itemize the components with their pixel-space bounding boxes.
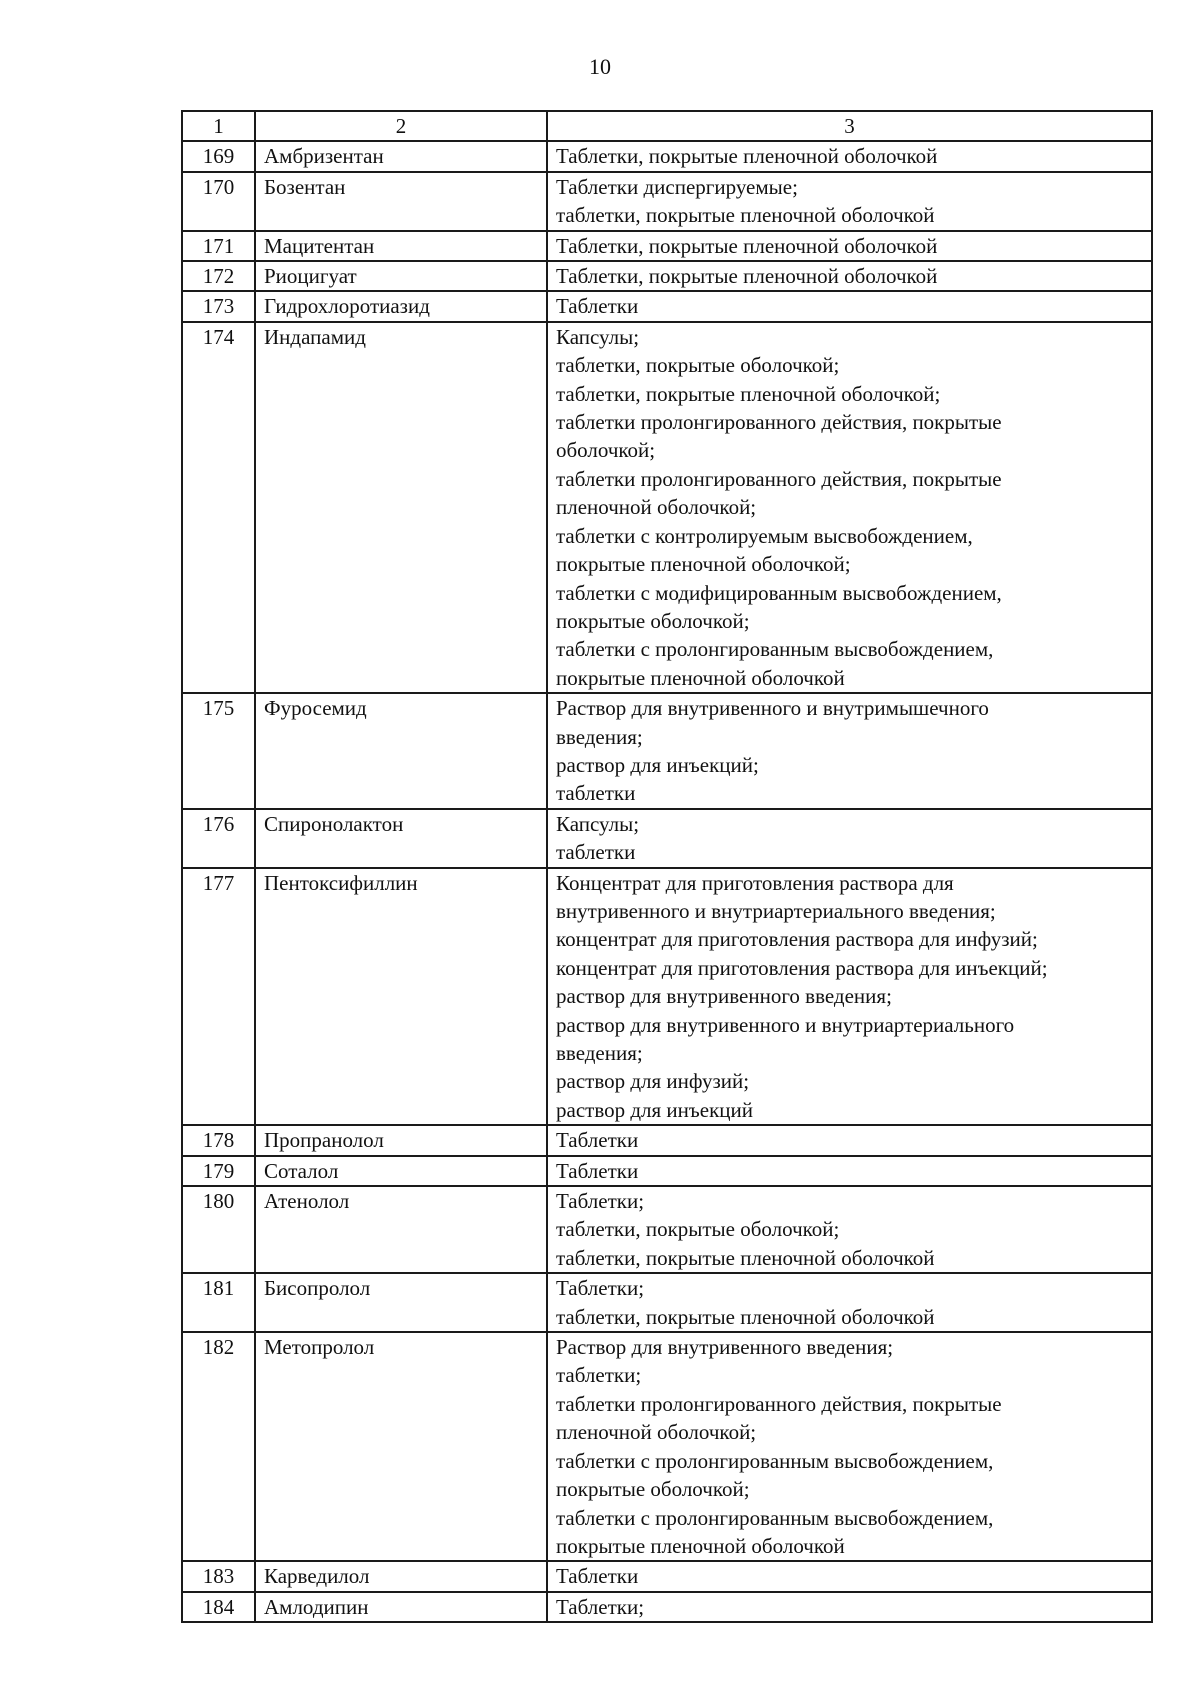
dosage-forms — [547, 693, 1152, 809]
table-row — [182, 693, 1152, 809]
dosage-form-line: Таблетки; — [556, 1594, 645, 1619]
dosage-form-line: Капсулы; — [556, 811, 640, 836]
dosage-form-line: Таблетки, покрытые пленочной оболочкой — [556, 233, 938, 258]
dosage-form-line: таблетки; — [556, 1363, 642, 1388]
table-row — [182, 261, 1152, 291]
dosage-form-line: Раствор для внутривенного введения; — [556, 1335, 894, 1360]
dosage-form-line: Таблетки; — [556, 1276, 645, 1301]
dosage-forms — [547, 1156, 1152, 1186]
header-col-2: 2 — [255, 111, 547, 141]
dosage-form-line: пленочной оболочкой; — [556, 495, 757, 520]
table-row — [182, 1561, 1152, 1591]
row-number: 176 — [182, 809, 255, 868]
drug-name: Спиронолактон — [255, 809, 547, 868]
row-number: 183 — [182, 1561, 255, 1591]
dosage-form-line: раствор для инъекций — [556, 1097, 753, 1122]
table-row — [182, 141, 1152, 171]
drug-name: Атенолол — [255, 1186, 547, 1273]
drug-name: Карведилол — [255, 1561, 547, 1591]
row-number: 174 — [182, 322, 255, 693]
row-number: 171 — [182, 231, 255, 261]
table-body — [182, 111, 1152, 1622]
dosage-form-line: Таблетки — [556, 1128, 639, 1153]
row-number: 172 — [182, 261, 255, 291]
dosage-form-line: Раствор для внутривенного и внутримышечного — [556, 696, 989, 721]
row-number: 169 — [182, 141, 255, 171]
drug-name: Фуросемид — [255, 693, 547, 809]
row-number: 173 — [182, 291, 255, 321]
dosage-form-line: введения; — [556, 1041, 643, 1065]
dosage-form-line: таблетки, покрытые пленочной оболочкой; — [556, 381, 941, 406]
dosage-form-line: Таблетки диспергируемые; — [556, 174, 798, 199]
table-row — [182, 1125, 1152, 1155]
dosage-forms — [547, 141, 1152, 171]
dosage-form-line: таблетки пролонгированного действия, покрытые — [556, 1391, 1002, 1416]
drug-name: Риоцигуат — [255, 261, 547, 291]
dosage-form-line: покрытые пленочной оболочкой — [556, 1533, 845, 1558]
dosage-form-line: таблетки — [556, 781, 636, 806]
dosage-form-line: таблетки, покрытые пленочной оболочкой — [556, 203, 935, 228]
row-number: 179 — [182, 1156, 255, 1186]
table-row — [182, 868, 1152, 1126]
table-row — [182, 809, 1152, 868]
dosage-form-line: таблетки пролонгированного действия, покрытые — [556, 466, 1002, 491]
dosage-form-line: Таблетки; — [556, 1189, 645, 1214]
dosage-form-line: раствор для внутривенного и внутриартериального — [556, 1012, 1015, 1037]
dosage-forms — [547, 1561, 1152, 1591]
drug-name: Амлодипин — [255, 1592, 547, 1622]
drug-name: Бозентан — [255, 172, 547, 231]
dosage-forms — [547, 1273, 1152, 1332]
dosage-form-line: введения; — [556, 724, 643, 749]
dosage-forms — [547, 231, 1152, 261]
dosage-forms — [547, 1332, 1152, 1561]
row-number: 178 — [182, 1125, 255, 1155]
row-number: 170 — [182, 172, 255, 231]
drug-name: Пентоксифиллин — [255, 868, 547, 1126]
dosage-form-line: Таблетки, покрытые пленочной оболочкой — [556, 144, 938, 169]
dosage-form-line: таблетки пролонгированного действия, покрытые — [556, 410, 1002, 435]
dosage-form-line: таблетки — [556, 840, 636, 865]
dosage-form-line: концентрат для приготовления раствора для инфузий; — [556, 927, 1038, 952]
dosage-forms — [547, 809, 1152, 868]
row-number: 180 — [182, 1186, 255, 1273]
table-row — [182, 322, 1152, 693]
row-number: 177 — [182, 868, 255, 1126]
dosage-forms — [547, 868, 1152, 1126]
table-row — [182, 1186, 1152, 1273]
dosage-form-line: Таблетки, покрытые пленочной оболочкой — [556, 264, 938, 289]
dosage-form-line: покрытые пленочной оболочкой — [556, 665, 845, 690]
row-number: 175 — [182, 693, 255, 809]
dosage-form-line: таблетки с модифицированным высвобождением, — [556, 580, 1002, 605]
dosage-form-line: раствор для инъекций; — [556, 752, 759, 777]
dosage-form-line: таблетки с пролонгированным высвобождением, — [556, 1505, 994, 1530]
table-row — [182, 1592, 1152, 1622]
dosage-form-line: таблетки с пролонгированным высвобождением, — [556, 637, 994, 662]
dosage-forms — [547, 1592, 1152, 1622]
drug-name: Бисопролол — [255, 1273, 547, 1332]
dosage-forms — [547, 291, 1152, 321]
drug-name: Соталол — [255, 1156, 547, 1186]
drug-name: Индапамид — [255, 322, 547, 693]
drug-name: Гидрохлоротиазид — [255, 291, 547, 321]
dosage-forms — [547, 172, 1152, 231]
drug-name: Мацитентан — [255, 231, 547, 261]
dosage-form-line: Концентрат для приготовления раствора для — [556, 870, 954, 895]
dosage-form-line: таблетки, покрытые пленочной оболочкой — [556, 1304, 935, 1329]
dosage-form-line: Таблетки — [556, 1158, 639, 1183]
drug-name: Метопролол — [255, 1332, 547, 1561]
row-number: 184 — [182, 1592, 255, 1622]
dosage-form-line: покрытые пленочной оболочкой; — [556, 552, 851, 577]
table-row — [182, 291, 1152, 321]
dosage-forms — [547, 1186, 1152, 1273]
table-row — [182, 1273, 1152, 1332]
dosage-form-line: таблетки с пролонгированным высвобождением, — [556, 1448, 994, 1473]
table-row — [182, 172, 1152, 231]
dosage-form-line: оболочкой; — [556, 438, 656, 463]
dosage-form-line: раствор для внутривенного введения; — [556, 984, 892, 1009]
row-number: 182 — [182, 1332, 255, 1561]
dosage-form-line: таблетки, покрытые пленочной оболочкой — [556, 1245, 935, 1270]
table-header-row — [182, 111, 1152, 141]
dosage-form-line: внутривенного и внутриартериального введения; — [556, 898, 996, 923]
dosage-form-line: таблетки с контролируемым высвобождением, — [556, 523, 973, 548]
header-col-1: 1 — [182, 111, 255, 141]
dosage-forms — [547, 1125, 1152, 1155]
drug-name: Амбризентан — [255, 141, 547, 171]
table-row — [182, 1332, 1152, 1561]
table-row — [182, 231, 1152, 261]
dosage-form-line: Таблетки — [556, 294, 639, 319]
drug-table — [181, 110, 1153, 1623]
dosage-forms — [547, 322, 1152, 693]
table-row — [182, 1156, 1152, 1186]
dosage-form-line: таблетки, покрытые оболочкой; — [556, 1217, 840, 1242]
dosage-form-line: Таблетки — [556, 1564, 639, 1589]
dosage-form-line: покрытые оболочкой; — [556, 608, 750, 633]
dosage-form-line: Капсулы; — [556, 324, 640, 349]
dosage-form-line: раствор для инфузий; — [556, 1069, 750, 1094]
drug-name: Пропранолол — [255, 1125, 547, 1155]
header-col-3: 3 — [547, 111, 1152, 141]
dosage-form-line: пленочной оболочкой; — [556, 1420, 757, 1445]
dosage-form-line: покрытые оболочкой; — [556, 1477, 750, 1502]
page-number: 10 — [589, 54, 611, 79]
dosage-form-line: концентрат для приготовления раствора для инъекций; — [556, 955, 1048, 980]
dosage-form-line: таблетки, покрытые оболочкой; — [556, 353, 840, 378]
row-number: 181 — [182, 1273, 255, 1332]
dosage-forms — [547, 261, 1152, 291]
